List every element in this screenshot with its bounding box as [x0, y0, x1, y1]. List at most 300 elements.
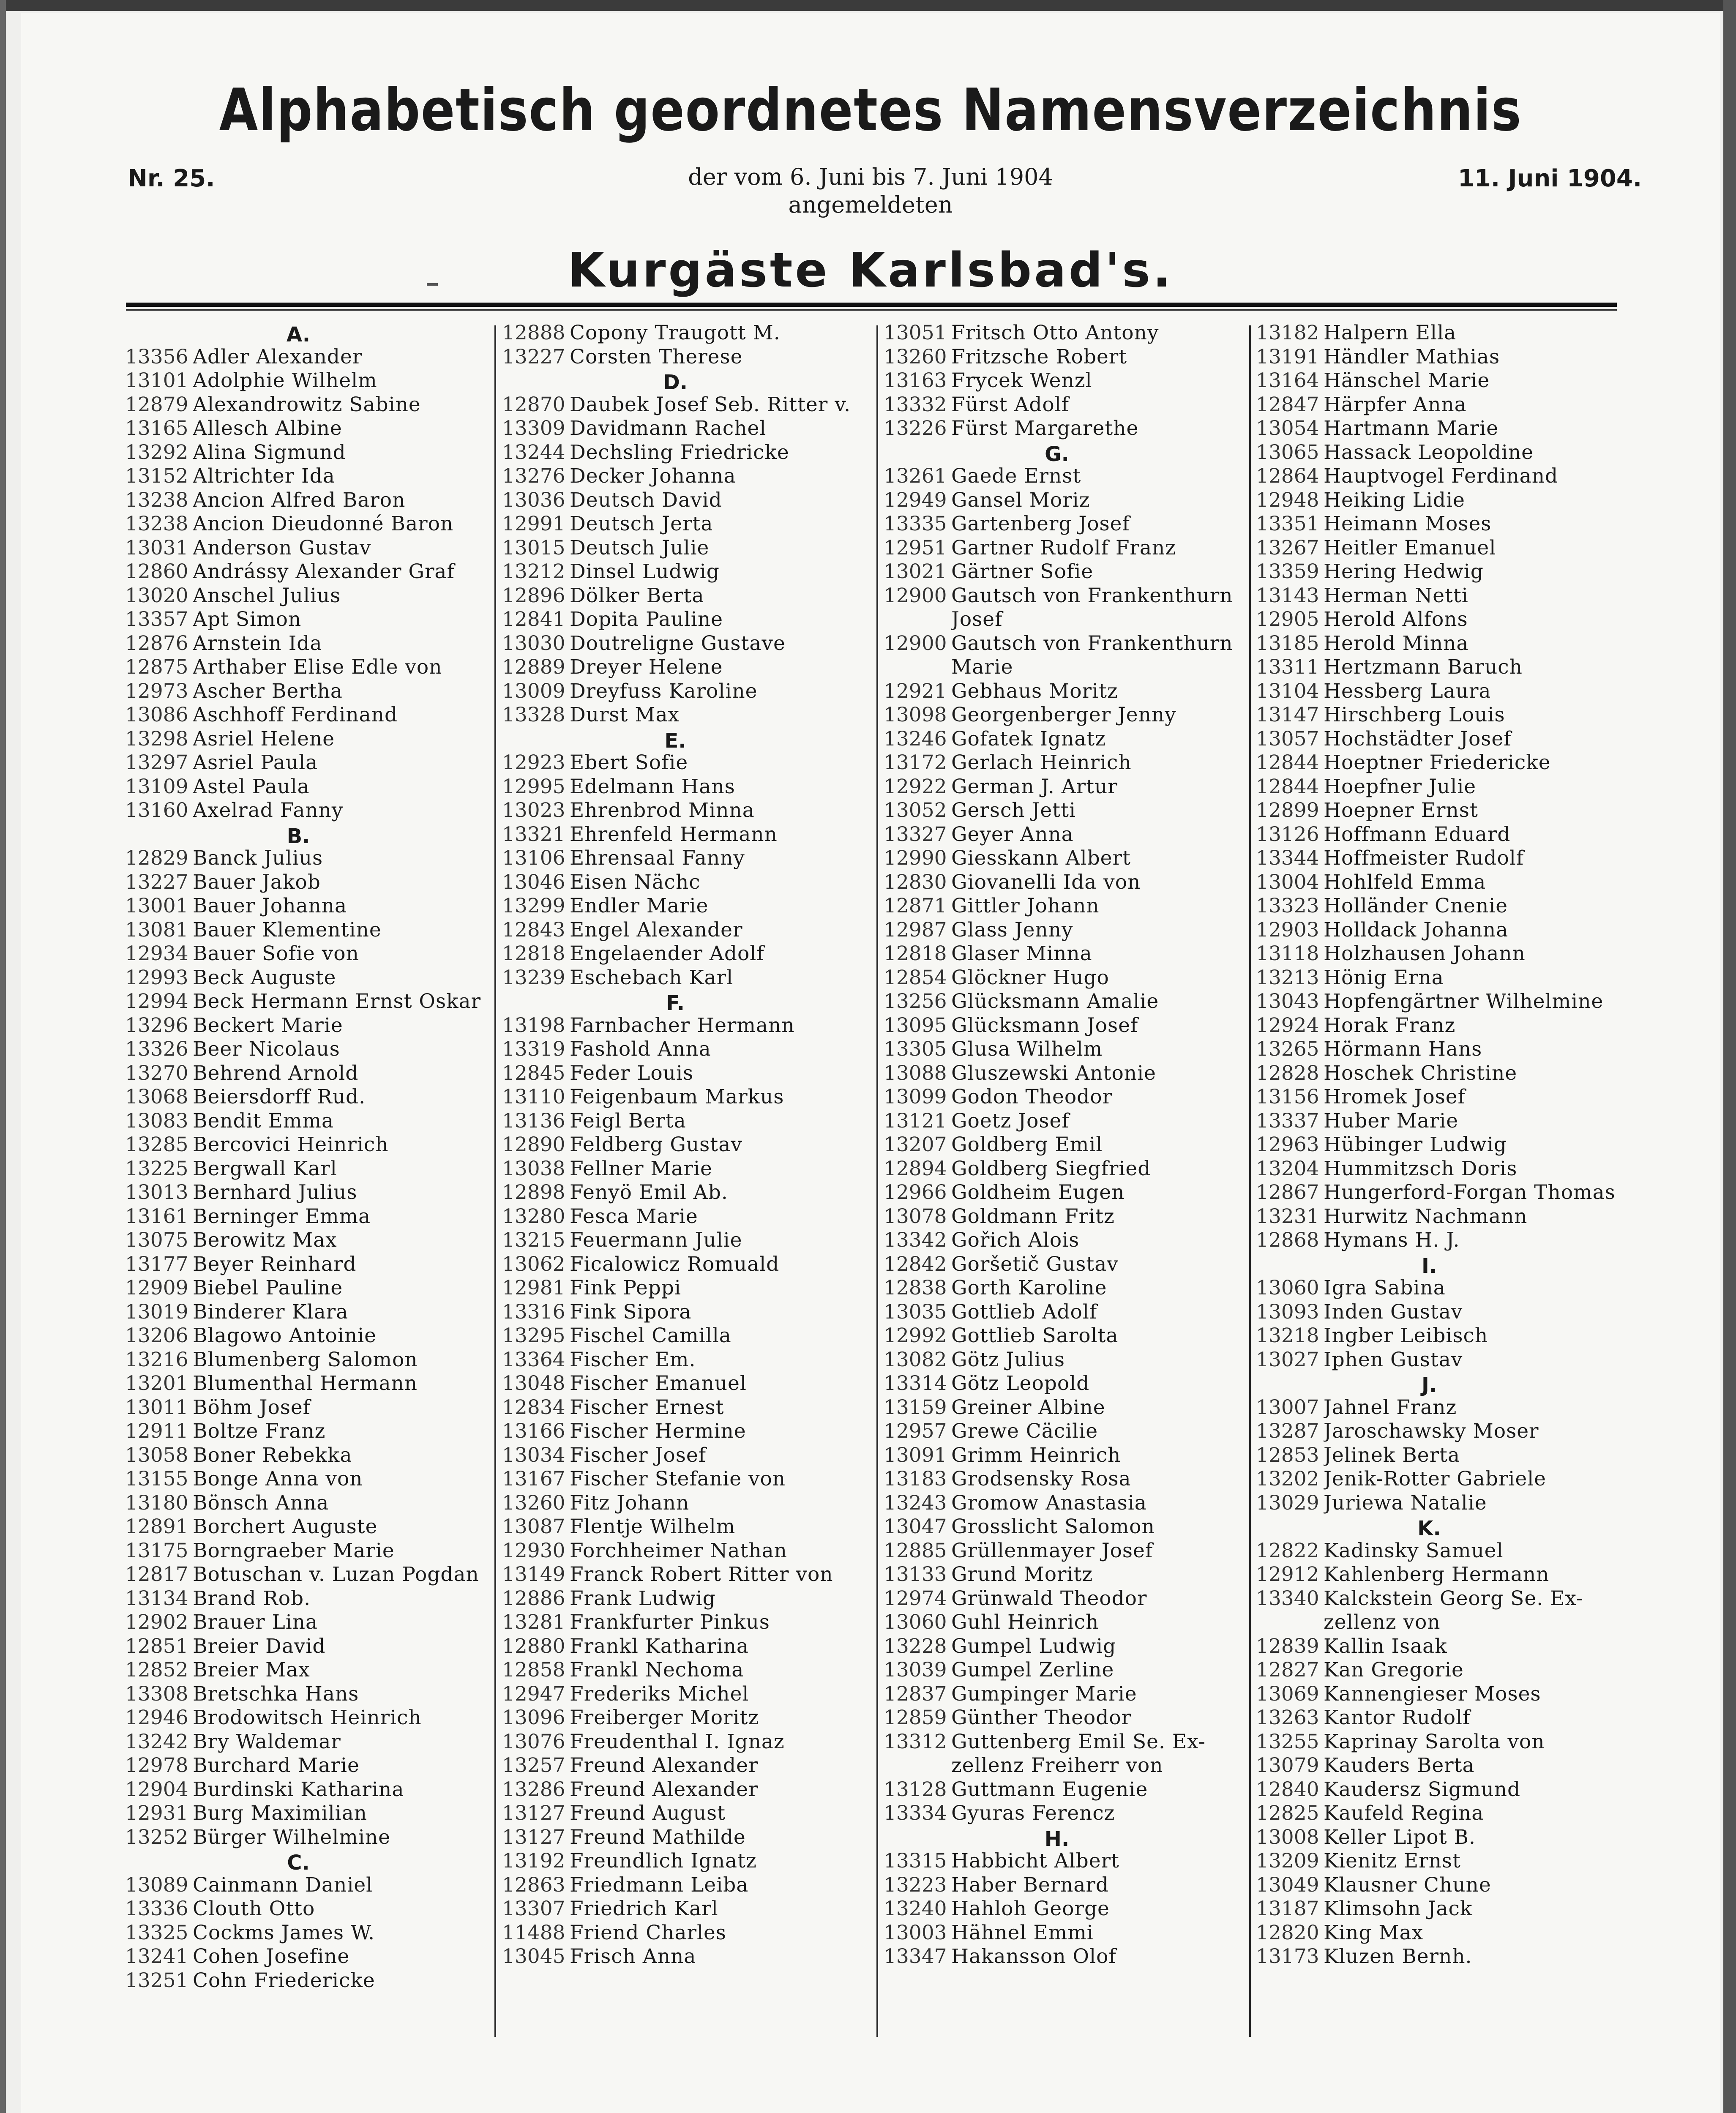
- registration-number: 13058: [125, 1443, 188, 1467]
- list-item: [1256, 1396, 1628, 1420]
- registration-number: 13128: [884, 1777, 947, 1801]
- guest-name: Kauders Berta: [1324, 1754, 1475, 1777]
- list-item: [502, 942, 874, 966]
- registration-number: 13166: [502, 1420, 565, 1443]
- registration-number: 12880: [502, 1634, 565, 1658]
- guest-name: Jahnel Franz: [1324, 1395, 1457, 1419]
- registration-number: 13312: [884, 1730, 947, 1753]
- list-item: [884, 1157, 1256, 1181]
- list-item: [502, 1563, 874, 1587]
- guest-name: Horak Franz: [1324, 1013, 1456, 1037]
- list-item: [125, 1635, 497, 1659]
- list-item: [502, 1109, 874, 1133]
- list-item: [884, 1491, 1256, 1515]
- list-item: [1256, 1324, 1628, 1348]
- guest-name: Juriewa Natalie: [1324, 1491, 1487, 1515]
- registration-number: 13328: [502, 703, 565, 726]
- registration-number: 13281: [502, 1611, 565, 1634]
- list-item: [884, 1109, 1256, 1133]
- list-item: [1256, 1205, 1628, 1229]
- registration-number: 12991: [502, 512, 565, 535]
- registration-number: 13255: [1256, 1730, 1319, 1753]
- guest-name: Holldack Johanna: [1324, 918, 1509, 942]
- list-item: [884, 417, 1256, 441]
- guest-name: Glücksmann Amalie: [951, 990, 1159, 1013]
- registration-number: 12875: [125, 655, 188, 679]
- list-item: [125, 751, 497, 775]
- list-item: [1256, 1133, 1628, 1157]
- guest-name: Grimm Heinrich: [951, 1443, 1121, 1467]
- registration-number: 12820: [1256, 1921, 1319, 1944]
- subtitle-line-2: angemeldeten: [788, 191, 953, 218]
- guest-name: Goldberg Siegfried: [951, 1157, 1151, 1180]
- list-item: [125, 1133, 497, 1157]
- guest-name: Grüllenmayer Josef: [951, 1539, 1153, 1562]
- guest-name: Bauer Johanna: [193, 894, 347, 917]
- registration-number: 12843: [502, 918, 565, 942]
- registration-number: 13299: [502, 894, 565, 917]
- list-item: [884, 1133, 1256, 1157]
- registration-number: 13260: [884, 345, 947, 369]
- guest-name: Dinsel Ludwig: [570, 560, 720, 583]
- registration-number: 13251: [125, 1968, 188, 1992]
- registration-number: 12825: [1256, 1802, 1319, 1825]
- list-item: [1256, 703, 1628, 727]
- registration-number: 13049: [1256, 1873, 1319, 1897]
- guest-name: Händler Mathias: [1324, 345, 1500, 369]
- guest-name: Bretschka Hans: [193, 1682, 359, 1706]
- list-item: [502, 1897, 874, 1921]
- list-item: [502, 1706, 874, 1730]
- list-item: [884, 1253, 1256, 1277]
- registration-number: 13311: [1256, 655, 1319, 679]
- registration-number: 12903: [1256, 918, 1319, 942]
- list-item: [125, 1014, 497, 1038]
- guest-name: Borchert Auguste: [193, 1515, 378, 1538]
- list-item: [125, 1611, 497, 1635]
- registration-number: 13147: [1256, 703, 1319, 726]
- registration-number: 13076: [502, 1730, 565, 1753]
- list-item: [502, 608, 874, 632]
- list-item: [1256, 871, 1628, 895]
- guest-name: Fink Sipora: [570, 1300, 692, 1324]
- guest-name: Iphen Gustav: [1324, 1348, 1463, 1371]
- guest-name: Biebel Pauline: [193, 1276, 343, 1299]
- guest-name: Fellner Marie: [570, 1157, 712, 1180]
- registration-number: 13015: [502, 536, 565, 560]
- guest-name: Hänschel Marie: [1324, 369, 1490, 392]
- list-item: [502, 1873, 874, 1897]
- registration-number: 13165: [125, 417, 188, 440]
- list-item: [884, 1444, 1256, 1468]
- guest-name: Fink Peppi: [570, 1276, 681, 1299]
- registration-number: 12931: [125, 1802, 188, 1825]
- list-item: [1256, 1348, 1628, 1372]
- registration-number: 12818: [502, 942, 565, 965]
- list-item: [502, 1372, 874, 1396]
- registration-number: 13276: [502, 464, 565, 488]
- list-item: [125, 799, 497, 823]
- guest-name: Halpern Ella: [1324, 321, 1457, 344]
- guest-name: Gumpel Ludwig: [951, 1634, 1116, 1658]
- registration-number: 13325: [125, 1921, 188, 1944]
- list-item: [125, 1706, 497, 1730]
- registration-number: 13359: [1256, 560, 1319, 583]
- guest-name: Blumenthal Hermann: [193, 1372, 418, 1395]
- registration-number: 13008: [1256, 1825, 1319, 1849]
- registration-number: 13316: [502, 1300, 565, 1324]
- guest-name: Glass Jenny: [951, 918, 1073, 942]
- registration-number: 13252: [125, 1825, 188, 1849]
- list-item: [884, 1515, 1256, 1539]
- list-item: [125, 1420, 497, 1444]
- list-item: [125, 1085, 497, 1109]
- guest-name: Deutsch Julie: [570, 536, 710, 560]
- guest-name: Gautsch von Frankenthurn: [951, 584, 1233, 607]
- list-item: [125, 990, 497, 1014]
- registration-number: 13265: [1256, 1037, 1319, 1061]
- letter-heading: I.: [1421, 1254, 1437, 1278]
- list-item: [884, 1730, 1256, 1754]
- registration-number: 12995: [502, 775, 565, 798]
- list-item: [1256, 1062, 1628, 1086]
- guest-name: zellenz von: [1324, 1611, 1441, 1634]
- registration-number: 13351: [1256, 512, 1319, 535]
- letter-heading: D.: [663, 371, 688, 394]
- guest-name: Friedrich Karl: [570, 1897, 718, 1920]
- list-item: [884, 393, 1256, 417]
- guest-name: Bauer Jakob: [193, 870, 321, 894]
- registration-number: 13256: [884, 990, 947, 1013]
- registration-number: 12822: [1256, 1539, 1319, 1562]
- list-item: [1256, 369, 1628, 393]
- list-item: [884, 1085, 1256, 1109]
- guest-name: Gebhaus Moritz: [951, 679, 1118, 703]
- guest-name: Keller Lipot B.: [1324, 1825, 1476, 1849]
- registration-number: 12859: [884, 1706, 947, 1729]
- list-item: [884, 560, 1256, 584]
- registration-number: 13167: [502, 1467, 565, 1491]
- registration-number: 13106: [502, 846, 565, 870]
- guest-name: Härpfer Anna: [1324, 393, 1467, 416]
- guest-name: Freudenthal I. Ignaz: [570, 1730, 785, 1753]
- guest-name: Jaroschawsky Moser: [1324, 1420, 1539, 1443]
- guest-name: Günther Theodor: [951, 1706, 1132, 1729]
- registration-number: 12844: [1256, 751, 1319, 774]
- list-item: [502, 1802, 874, 1826]
- registration-number: 12885: [884, 1539, 947, 1562]
- list-item: [502, 584, 874, 608]
- list-item: [125, 1682, 497, 1706]
- registration-number: 12987: [884, 918, 947, 942]
- registration-number: 13069: [1256, 1682, 1319, 1706]
- list-item: [502, 1037, 874, 1062]
- registration-number: 13261: [884, 464, 947, 488]
- guest-name: Hörmann Hans: [1324, 1037, 1482, 1061]
- guest-name: Eisen Nächc: [570, 870, 701, 894]
- list-item: [1256, 1778, 1628, 1802]
- guest-name: Frisch Anna: [570, 1945, 696, 1968]
- list-item: [884, 680, 1256, 704]
- headline: Kurgäste Karlsbad's.: [568, 243, 1174, 298]
- list-item: [125, 680, 497, 704]
- registration-number: 13180: [125, 1491, 188, 1515]
- registration-number: 12867: [1256, 1181, 1319, 1204]
- list-item: [884, 1205, 1256, 1229]
- list-item: [1256, 655, 1628, 680]
- guest-name: Eschebach Karl: [570, 966, 734, 989]
- guest-name: Allesch Albine: [193, 417, 342, 440]
- registration-number: 13068: [125, 1085, 188, 1108]
- list-item: [125, 1730, 497, 1754]
- registration-number: 12845: [502, 1061, 565, 1085]
- list-item: [502, 1205, 874, 1229]
- letter-heading: E.: [664, 729, 686, 753]
- list-item: [1256, 1085, 1628, 1109]
- list-item: [125, 1873, 497, 1897]
- registration-number: 13182: [1256, 321, 1319, 344]
- registration-number: 12966: [884, 1181, 947, 1204]
- list-item: [884, 1635, 1256, 1659]
- registration-number: 12992: [884, 1324, 947, 1347]
- guest-name: Anschel Julius: [193, 584, 341, 607]
- registration-number: 12827: [1256, 1658, 1319, 1682]
- registration-number: 13309: [502, 417, 565, 440]
- guest-name: Breier David: [193, 1634, 326, 1658]
- letter-heading: B.: [287, 824, 310, 848]
- registration-number: 13227: [125, 870, 188, 894]
- list-item: [502, 632, 874, 656]
- guest-name: Fesca Marie: [570, 1204, 698, 1228]
- guest-name: Klimsohn Jack: [1324, 1897, 1473, 1920]
- list-item: [125, 1037, 497, 1062]
- guest-name: Deutsch David: [570, 488, 722, 512]
- guest-name: Decker Johanna: [570, 464, 736, 488]
- registration-number: 13083: [125, 1109, 188, 1133]
- guest-name: Ancion Alfred Baron: [193, 488, 406, 512]
- guest-name: Hoeptner Friedericke: [1324, 751, 1551, 774]
- registration-number: 13089: [125, 1873, 188, 1897]
- list-item: [502, 703, 874, 727]
- guest-name: Holländer Cnenie: [1324, 894, 1508, 917]
- list-item: [884, 918, 1256, 942]
- registration-number: 12842: [884, 1252, 947, 1276]
- list-item: [884, 1897, 1256, 1921]
- registration-number: 13185: [1256, 631, 1319, 655]
- registration-number: 13082: [884, 1348, 947, 1371]
- list-item: [1256, 846, 1628, 871]
- guest-name: Holzhausen Johann: [1324, 942, 1526, 965]
- list-item: [884, 536, 1256, 560]
- registration-number: 13298: [125, 727, 188, 751]
- registration-number: 12829: [125, 846, 188, 870]
- registration-number: 13315: [884, 1849, 947, 1873]
- guest-name: Gofatek Ignatz: [951, 727, 1106, 751]
- guest-name: Hassack Leopoldine: [1324, 440, 1534, 464]
- guest-name: Deutsch Jerta: [570, 512, 713, 535]
- letter-heading: J.: [1421, 1373, 1437, 1397]
- registration-number: 13240: [884, 1897, 947, 1920]
- guest-name: Grosslicht Salomon: [951, 1515, 1155, 1538]
- letter-heading: H.: [1044, 1827, 1070, 1851]
- list-item: [502, 799, 874, 823]
- guest-name: Clouth Otto: [193, 1897, 315, 1920]
- guest-name: Fürst Margarethe: [951, 417, 1139, 440]
- list-item: [884, 1754, 1256, 1778]
- guest-name: Heitler Emanuel: [1324, 536, 1496, 560]
- registration-number: 13213: [1256, 966, 1319, 989]
- guest-name: Gumpinger Marie: [951, 1682, 1137, 1706]
- registration-number: 13263: [1256, 1706, 1319, 1729]
- issue-date: 11. Juni 1904.: [1458, 165, 1642, 192]
- registration-number: 12847: [1256, 393, 1319, 416]
- guest-name: Gittler Johann: [951, 894, 1100, 917]
- guest-name: Heiking Lidie: [1324, 488, 1465, 512]
- scan-left-border: [0, 0, 6, 2113]
- guest-name: Bercovici Heinrich: [193, 1133, 389, 1156]
- list-item: [125, 608, 497, 632]
- registration-number: 13159: [884, 1395, 947, 1419]
- guest-name: Gluszewski Antonie: [951, 1061, 1156, 1085]
- registration-number: 12948: [1256, 488, 1319, 512]
- registration-number: 13045: [502, 1945, 565, 1968]
- guest-name: Freiberger Moritz: [570, 1706, 759, 1729]
- guest-name: Hopfengärtner Wilhelmine: [1324, 990, 1604, 1013]
- list-item: [502, 1658, 874, 1682]
- guest-name: Blagowo Antoinie: [193, 1324, 377, 1347]
- list-item: [884, 1611, 1256, 1635]
- guest-name: Böhm Josef: [193, 1395, 311, 1419]
- guest-name: Blumenberg Salomon: [193, 1348, 418, 1371]
- registration-number: 13057: [1256, 727, 1319, 751]
- registration-number: 13212: [502, 560, 565, 583]
- list-item: [884, 1467, 1256, 1491]
- registration-number: 12868: [1256, 1228, 1319, 1252]
- list-item: [1256, 1730, 1628, 1754]
- registration-number: 12858: [502, 1658, 565, 1682]
- list-item: [125, 1491, 497, 1515]
- registration-number: 13152: [125, 464, 188, 488]
- guest-name: Ascher Bertha: [193, 679, 343, 703]
- registration-number: 12890: [502, 1133, 565, 1156]
- list-item: [884, 1324, 1256, 1348]
- list-item: [125, 1778, 497, 1802]
- list-item: [1256, 1945, 1628, 1969]
- registration-number: 13038: [502, 1157, 565, 1180]
- guest-name: Ehrensaal Fanny: [570, 846, 745, 870]
- list-item: [884, 1849, 1256, 1873]
- list-item: [1256, 1014, 1628, 1038]
- guest-name: Bauer Klementine: [193, 918, 382, 942]
- registration-number: 13046: [502, 870, 565, 894]
- list-item: [125, 489, 497, 513]
- list-item: [125, 894, 497, 918]
- registration-number: 13218: [1256, 1324, 1319, 1347]
- registration-number: 13225: [125, 1157, 188, 1180]
- list-item: [884, 942, 1256, 966]
- page-title: Alphabetisch geordnetes Namensverzeichnis: [219, 76, 1522, 144]
- registration-number: 12912: [1256, 1563, 1319, 1586]
- guest-name: Astel Paula: [193, 775, 310, 798]
- registration-number: 13118: [1256, 942, 1319, 965]
- registration-number: 12921: [884, 679, 947, 703]
- list-item: [502, 894, 874, 918]
- list-item: [1256, 1276, 1628, 1300]
- list-item: [1256, 1181, 1628, 1205]
- list-item: [125, 871, 497, 895]
- list-item: [1256, 1037, 1628, 1062]
- guest-name: Beyer Reinhard: [193, 1252, 357, 1276]
- registration-number: 13287: [1256, 1420, 1319, 1443]
- guest-name: Giesskann Albert: [951, 846, 1131, 870]
- registration-number: 13088: [884, 1061, 947, 1085]
- registration-number: 13039: [884, 1658, 947, 1682]
- guest-name: Bürger Wilhelmine: [193, 1825, 390, 1849]
- registration-number: 11488: [502, 1921, 565, 1944]
- registration-number: 13078: [884, 1204, 947, 1228]
- registration-number: 12828: [1256, 1061, 1319, 1085]
- list-item: [502, 775, 874, 799]
- list-item: [125, 1324, 497, 1348]
- guest-name: Friend Charles: [570, 1921, 726, 1944]
- registration-number: 13079: [1256, 1754, 1319, 1777]
- letter-heading: C.: [287, 1851, 310, 1875]
- guest-name: Hohlfeld Emma: [1324, 870, 1486, 894]
- registration-number: 13013: [125, 1181, 188, 1204]
- list-item: [502, 871, 874, 895]
- list-item: [125, 1754, 497, 1778]
- list-item: [884, 1587, 1256, 1611]
- list-item: [1256, 321, 1628, 345]
- registration-number: 13340: [1256, 1586, 1319, 1610]
- list-item: [884, 1873, 1256, 1897]
- registration-number: 13202: [1256, 1467, 1319, 1491]
- list-item: [125, 1587, 497, 1611]
- guest-name: Beck Auguste: [193, 966, 336, 989]
- issue-number: Nr. 25.: [128, 165, 215, 192]
- registration-number: 13011: [125, 1395, 188, 1419]
- guest-name: Frycek Wenzl: [951, 369, 1092, 392]
- guest-name: Goldberg Emil: [951, 1133, 1103, 1156]
- guest-name: Gromow Anastasia: [951, 1491, 1147, 1515]
- list-item: [1256, 1611, 1628, 1635]
- guest-name: Arthaber Elise Edle von: [193, 655, 442, 679]
- guest-name: Hymans H. J.: [1324, 1228, 1460, 1252]
- list-item: [125, 1515, 497, 1539]
- list-item: [502, 1587, 874, 1611]
- list-item: [502, 1396, 874, 1420]
- list-item: [1256, 1157, 1628, 1181]
- registration-number: 12841: [502, 608, 565, 631]
- registration-number: 13356: [125, 345, 188, 369]
- list-item: [125, 1228, 497, 1253]
- letter-heading: K.: [1417, 1517, 1441, 1540]
- list-item: [502, 1300, 874, 1324]
- list-item: [1256, 608, 1628, 632]
- guest-name: Kan Gregorie: [1324, 1658, 1464, 1682]
- list-item: [502, 1611, 874, 1635]
- list-item: [884, 1037, 1256, 1062]
- guest-name: Dölker Berta: [570, 584, 704, 607]
- guest-name: Brodowitsch Heinrich: [193, 1706, 422, 1729]
- list-item: [125, 1969, 497, 1993]
- guest-name: Cockms James W.: [193, 1921, 375, 1944]
- guest-name: Farnbacher Hermann: [570, 1013, 795, 1037]
- list-item: [125, 1826, 497, 1850]
- list-item: [125, 1348, 497, 1372]
- list-item: [125, 655, 497, 680]
- registration-number: 13314: [884, 1372, 947, 1395]
